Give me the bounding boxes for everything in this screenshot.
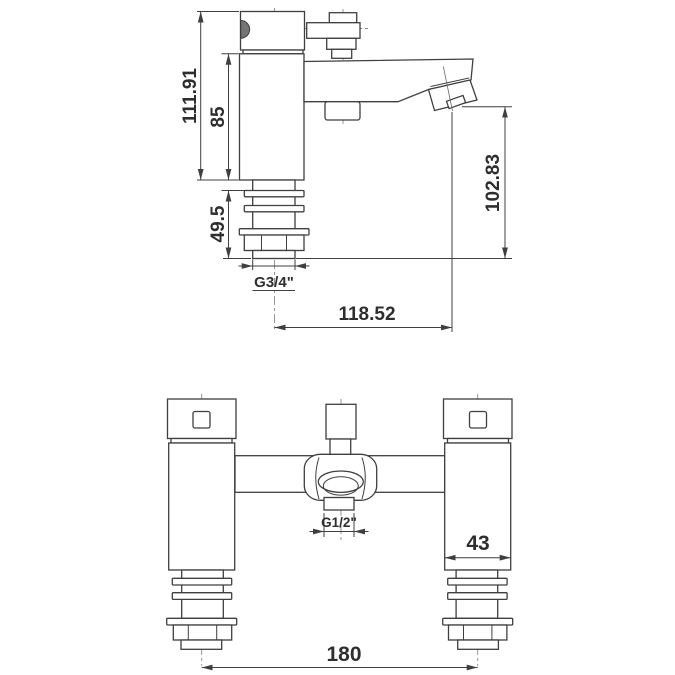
dimension-hose-outlet-thread: [310, 513, 369, 537]
tap-body-side: [240, 54, 305, 180]
right-handle: [444, 399, 513, 439]
side-view: [180, 8, 512, 332]
dim-label-body-height: 85: [208, 106, 229, 128]
dim-label-shank-length: 49.5: [208, 205, 229, 243]
dimension-total-height: [180, 12, 239, 181]
diverter-elbow-side: [307, 13, 360, 59]
front-view: [167, 394, 513, 668]
hose-outlet-front: [324, 498, 354, 511]
spout-front: [304, 454, 376, 510]
dimension-inlet-thread: [239, 260, 310, 292]
dim-label-inlet-thread: G3/4": [254, 274, 294, 291]
dimension-body-height: [208, 54, 239, 180]
dimension-spout-outlet-height: [296, 107, 512, 259]
dim-label-total-height: 111.91: [180, 67, 201, 125]
right-pillar-front: [443, 399, 513, 649]
hose-outlet-side: [325, 102, 360, 120]
left-handle: [168, 399, 237, 439]
spout-side: [304, 59, 477, 120]
left-pillar-front: [167, 399, 237, 649]
dim-label-hose-outlet-thread: G1/2": [321, 515, 357, 530]
left-inlet-shank: [167, 570, 237, 649]
inlet-shank-side: [239, 180, 309, 259]
handle-side: [241, 12, 305, 54]
dimension-inlet-centres: [202, 643, 478, 668]
dim-label-inlet-centres: 180: [326, 643, 362, 666]
diverter-knob-front: [326, 404, 356, 455]
left-body: [169, 443, 235, 570]
dim-label-spout-outlet-height: 102.83: [483, 153, 504, 213]
dim-label-body-width: 43: [466, 532, 490, 555]
dim-label-spout-reach: 118.52: [338, 304, 396, 325]
right-inlet-shank: [443, 570, 513, 649]
